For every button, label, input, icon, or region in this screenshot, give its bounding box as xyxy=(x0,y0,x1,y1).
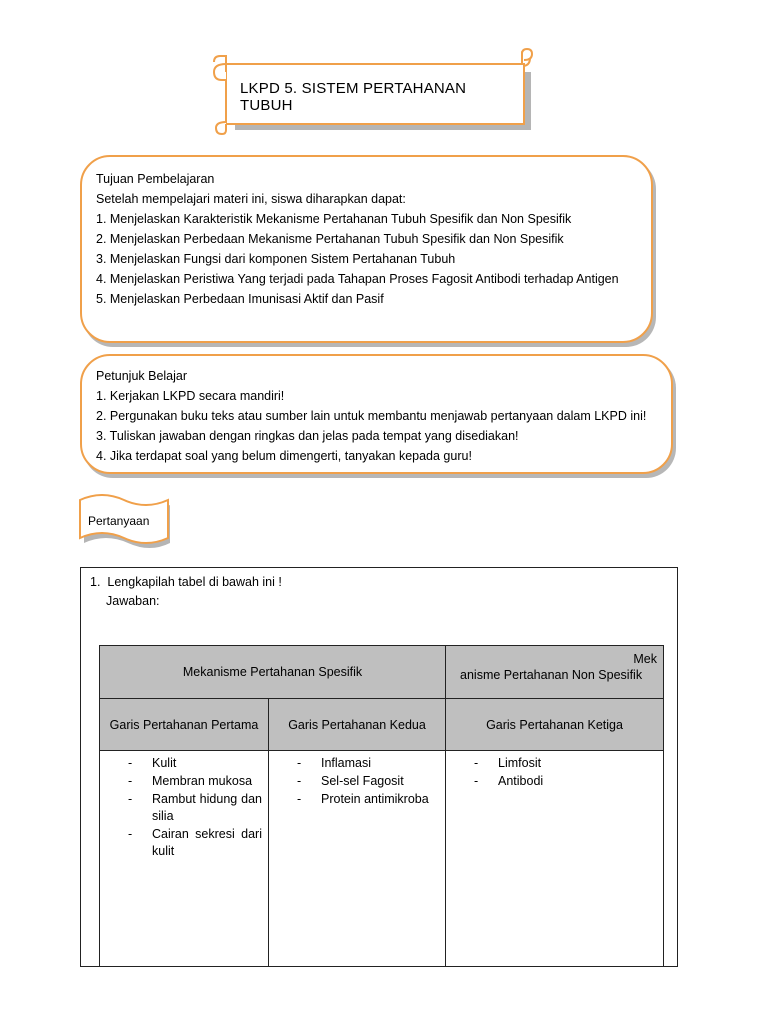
objectives-intro: Setelah mempelajari materi ini, siswa diharapkan dapat: xyxy=(96,192,406,206)
defense-mechanism-table xyxy=(99,645,664,967)
third-line-cell xyxy=(446,751,664,967)
list-item: - Rambut hidung dan silia xyxy=(106,791,262,825)
first-line-list xyxy=(106,755,262,860)
title-banner xyxy=(210,48,535,136)
objective-item: 5. Menjelaskan Perbedaan Imunisasi Aktif dan Pasif xyxy=(96,292,384,306)
second-line-list xyxy=(275,755,439,808)
list-item: - Kulit xyxy=(106,755,262,772)
list-item: - Protein antimikroba xyxy=(275,791,439,808)
objective-item: 3. Menjelaskan Fungsi dari komponen Sistem Pertahanan Tubuh xyxy=(96,252,456,266)
list-item: - Antibodi xyxy=(452,773,657,790)
list-item: - Membran mukosa xyxy=(106,773,262,790)
instruction-item: 4. Jika terdapat soal yang belum dimengerti, tanyakan kepada guru! xyxy=(96,449,472,463)
objective-item: 1. Menjelaskan Karakteristik Mekanisme Pertahanan Tubuh Spesifik dan Non Spesifik xyxy=(96,212,572,226)
list-item: - Sel-sel Fagosit xyxy=(275,773,439,790)
questions-label: Pertanyaan xyxy=(88,514,150,528)
second-line-cell xyxy=(269,751,446,967)
questions-flag xyxy=(78,494,172,550)
list-item: - Cairan sekresi dari kulit xyxy=(106,826,262,860)
instructions-heading: Petunjuk Belajar xyxy=(96,369,188,383)
learning-objectives-box xyxy=(80,155,653,343)
objective-item: 2. Menjelaskan Perbedaan Mekanisme Pertahanan Tubuh Spesifik dan Non Spesifik xyxy=(96,232,564,246)
instruction-item: 2. Pergunakan buku teks atau sumber lain untuk membantu menjawab pertanyaan dalam LKPD ini! xyxy=(96,409,647,423)
study-instructions-box xyxy=(80,354,673,474)
objective-item: 4. Menjelaskan Peristiwa Yang terjadi pada Tahapan Proses Fagosit Antibodi terhadap Antigen xyxy=(96,272,619,286)
header-second-line: Garis Pertahanan Kedua xyxy=(269,699,446,751)
header-nonspecific-mechanism xyxy=(446,646,664,699)
page-title: LKPD 5. SISTEM PERTAHANAN TUBUH xyxy=(240,80,467,114)
header-specific-mechanism: Mekanisme Pertahanan Spesifik xyxy=(100,646,446,699)
first-line-cell xyxy=(100,751,269,967)
question-1 xyxy=(90,573,282,591)
question-number: 1. xyxy=(90,575,101,589)
header-nonspecific-part2: anisme Pertahanan Non Spesifik xyxy=(460,668,643,682)
objectives-heading: Tujuan Pembelajaran xyxy=(96,172,215,186)
header-nonspecific-part1: Mek xyxy=(633,652,658,666)
header-third-line: Garis Pertahanan Ketiga xyxy=(446,699,664,751)
question-text: Lengkapilah tabel di bawah ini ! xyxy=(107,575,282,589)
instruction-item: 1. Kerjakan LKPD secara mandiri! xyxy=(96,389,285,403)
header-first-line: Garis Pertahanan Pertama xyxy=(100,699,269,751)
instruction-item: 3. Tuliskan jawaban dengan ringkas dan jelas pada tempat yang disediakan! xyxy=(96,429,519,443)
list-item: - Inflamasi xyxy=(275,755,439,772)
third-line-list xyxy=(452,755,657,790)
list-item: - Limfosit xyxy=(452,755,657,772)
answer-label: Jawaban: xyxy=(106,594,160,608)
